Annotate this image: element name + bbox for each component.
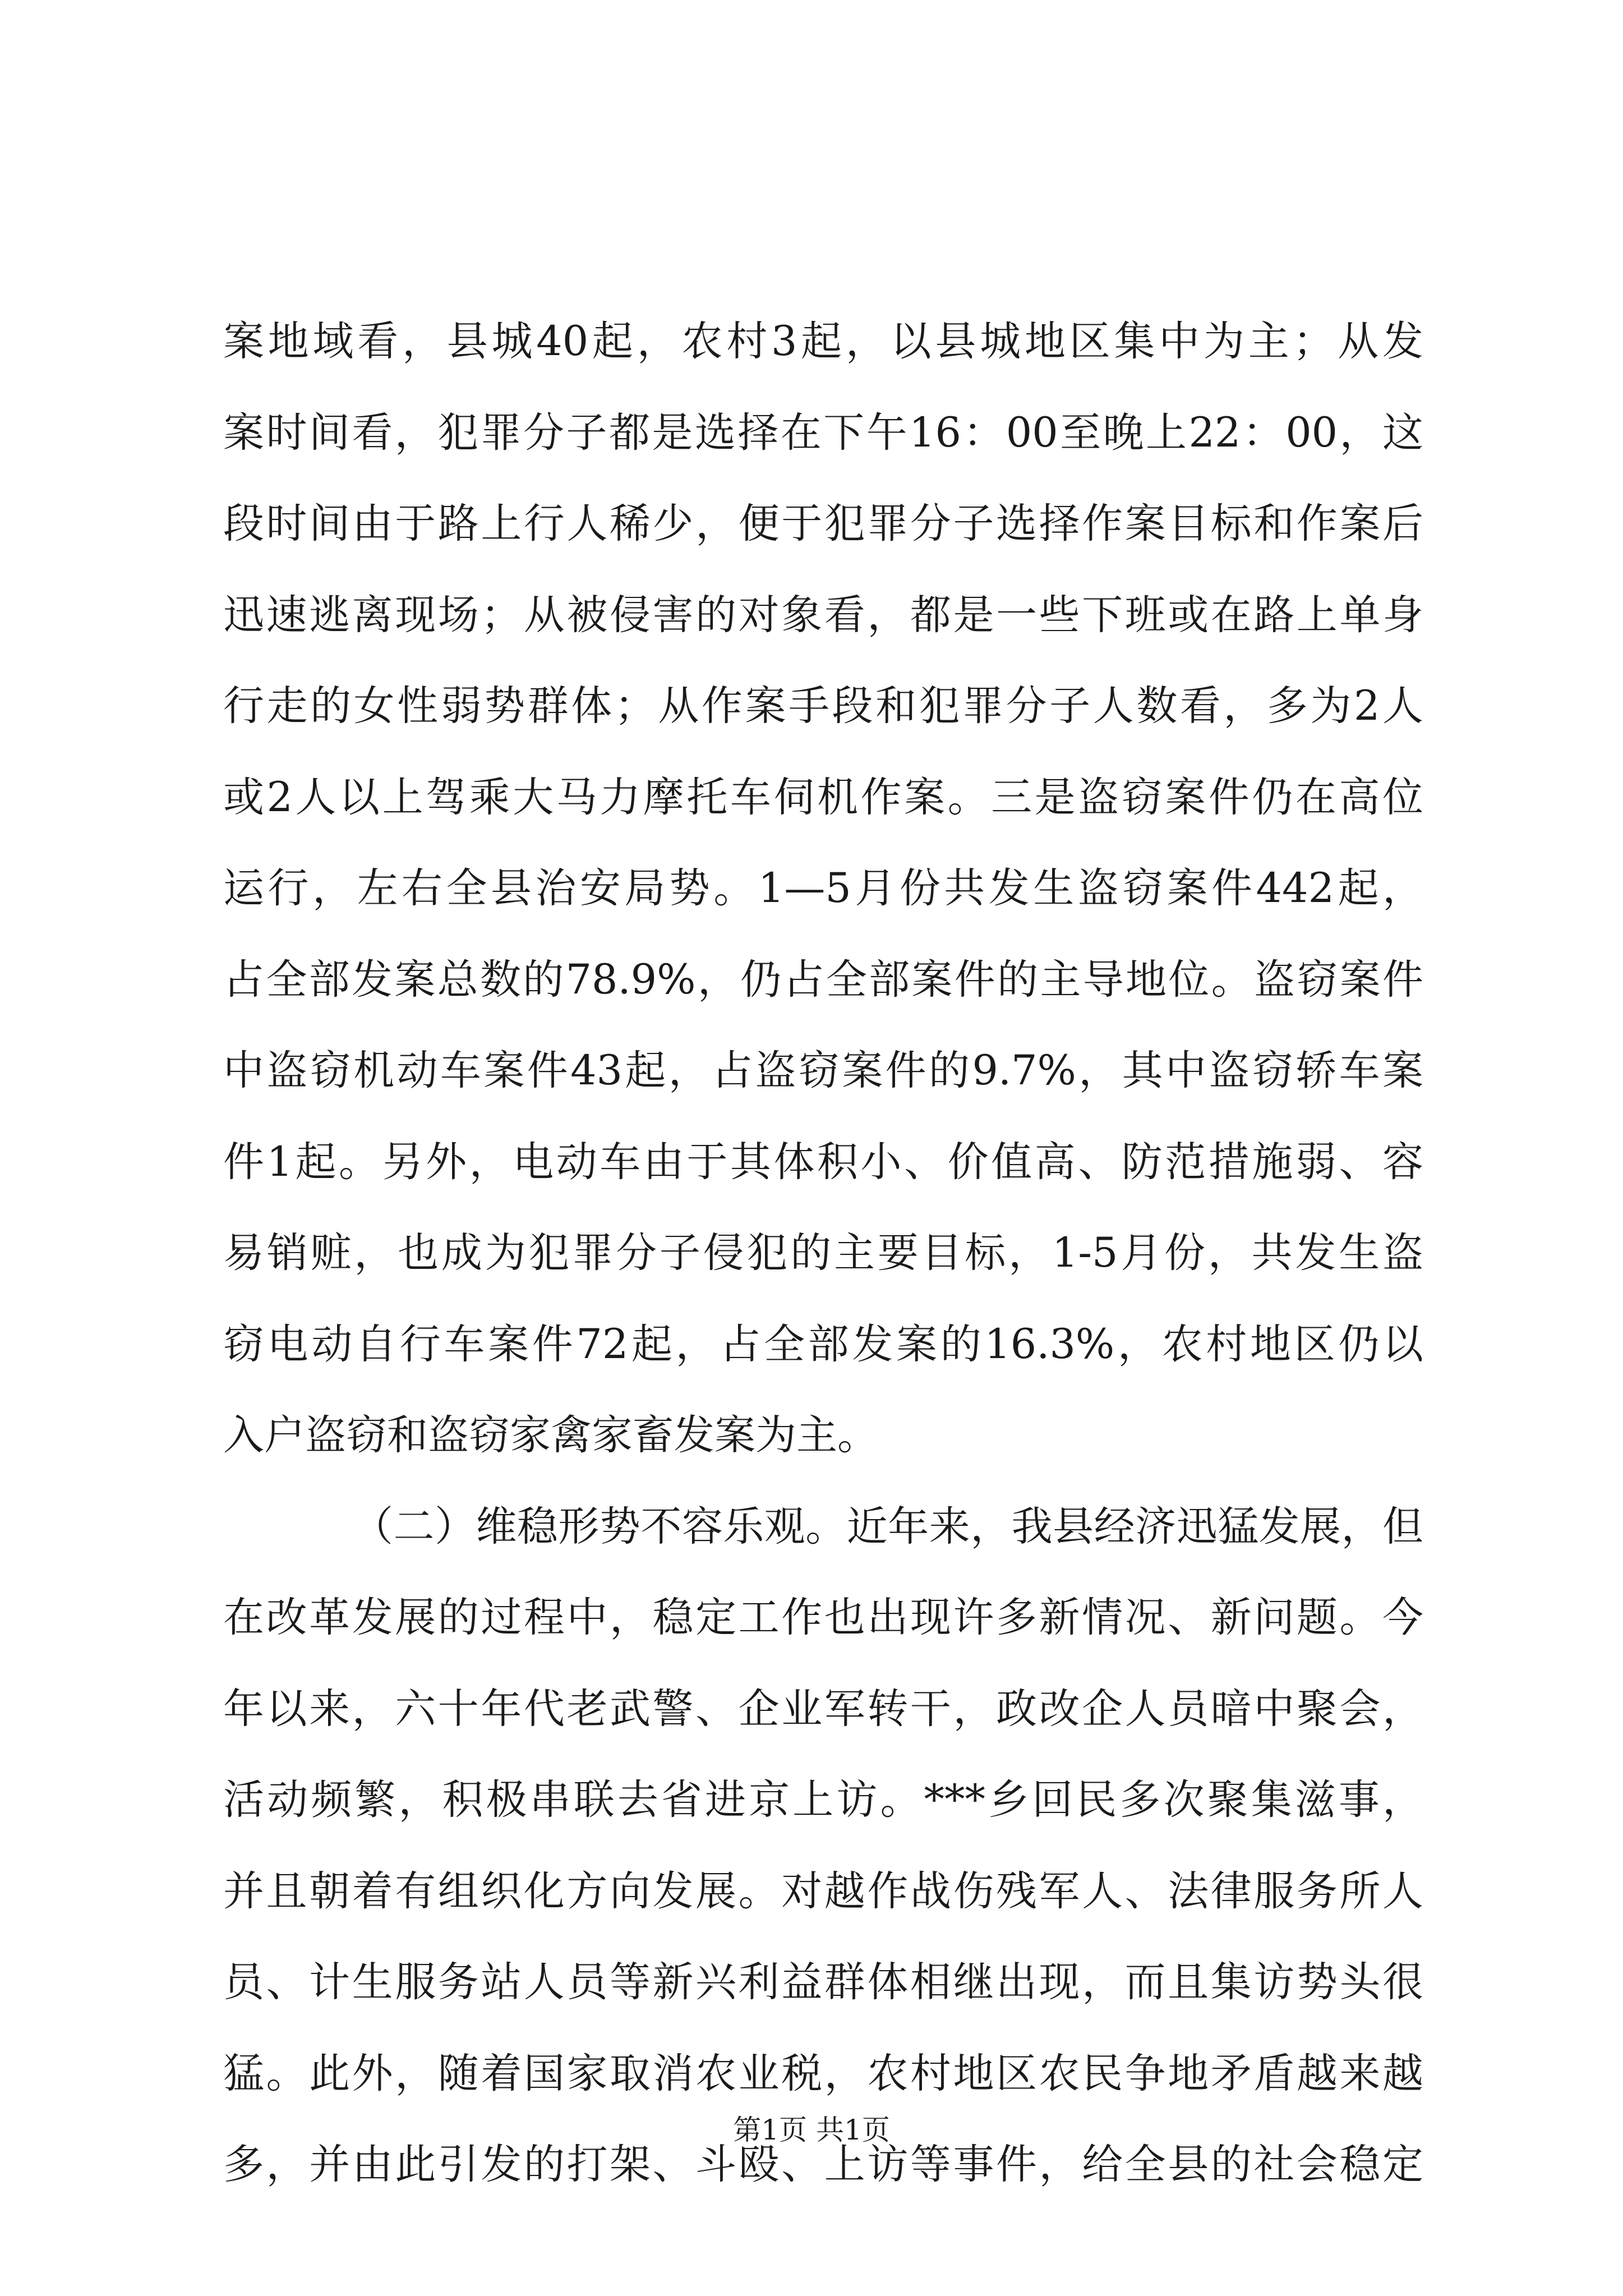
body-text: [223, 296, 1423, 2211]
text-line: 运行，左右全县治安局势。1—5月份共发生盗窃案件442起，: [223, 864, 1423, 912]
text-line: 或2人以上驾乘大马力摩托车伺机作案。三是盗窃案件仍在高位: [223, 773, 1423, 821]
text-line: 年以来，六十年代老武警、企业军转干，政改企人员暗中聚会，: [223, 1685, 1423, 1733]
text-line: 并且朝着有组织化方向发展。对越作战伤残军人、法律服务所人: [223, 1867, 1423, 1915]
paragraph-start-line: （二）维稳形势不容乐观。近年来，我县经济迅猛发展，但: [352, 1502, 1423, 1550]
text-line: 员、计生服务站人员等新兴利益群体相继出现，而且集访势头很: [223, 1958, 1423, 2006]
text-line: 迅速逃离现场；从被侵害的对象看，都是一些下班或在路上单身: [223, 591, 1423, 639]
text-line: 行走的女性弱势群体；从作案手段和犯罪分子人数看，多为2人: [223, 682, 1423, 730]
text-line: 活动频繁，积极串联去省进京上访。***乡回民多次聚集滋事，: [223, 1776, 1423, 1824]
text-line: 多，并由此引发的打架、斗殴、上访等事件，给全县的社会稳定: [223, 2141, 1423, 2188]
text-line: 入户盗窃和盗窃家禽家畜发案为主。: [223, 1411, 878, 1459]
text-line: 猛。此外，随着国家取消农业税，农村地区农民争地矛盾越来越: [223, 2049, 1423, 2097]
text-line: 在改革发展的过程中，稳定工作也出现许多新情况、新问题。今: [223, 1594, 1423, 1641]
page-footer: 第1页 共1页: [733, 2114, 890, 2146]
text-line: 易销赃，也成为犯罪分子侵犯的主要目标，1-5月份，共发生盗: [223, 1229, 1423, 1277]
text-line: 段时间由于路上行人稀少，便于犯罪分子选择作案目标和作案后: [223, 500, 1423, 547]
text-line: 案时间看，犯罪分子都是选择在下午16：00至晚上22：00，这: [223, 408, 1423, 457]
text-line: 占全部发案总数的78.9%，仍占全部案件的主导地位。盗窃案件: [223, 955, 1423, 1004]
text-line: 件1起。另外，电动车由于其体积小、价值高、防范措施弱、容: [223, 1138, 1423, 1186]
text-line: 案地域看，县城40起，农村3起，以县城地区集中为主；从发: [223, 318, 1423, 365]
text-line: 中盗窃机动车案件43起，占盗窃案件的9.7%，其中盗窃轿车案: [223, 1047, 1423, 1094]
text-line: 窃电动自行车案件72起，占全部发案的16.3%，农村地区仍以: [223, 1320, 1423, 1368]
